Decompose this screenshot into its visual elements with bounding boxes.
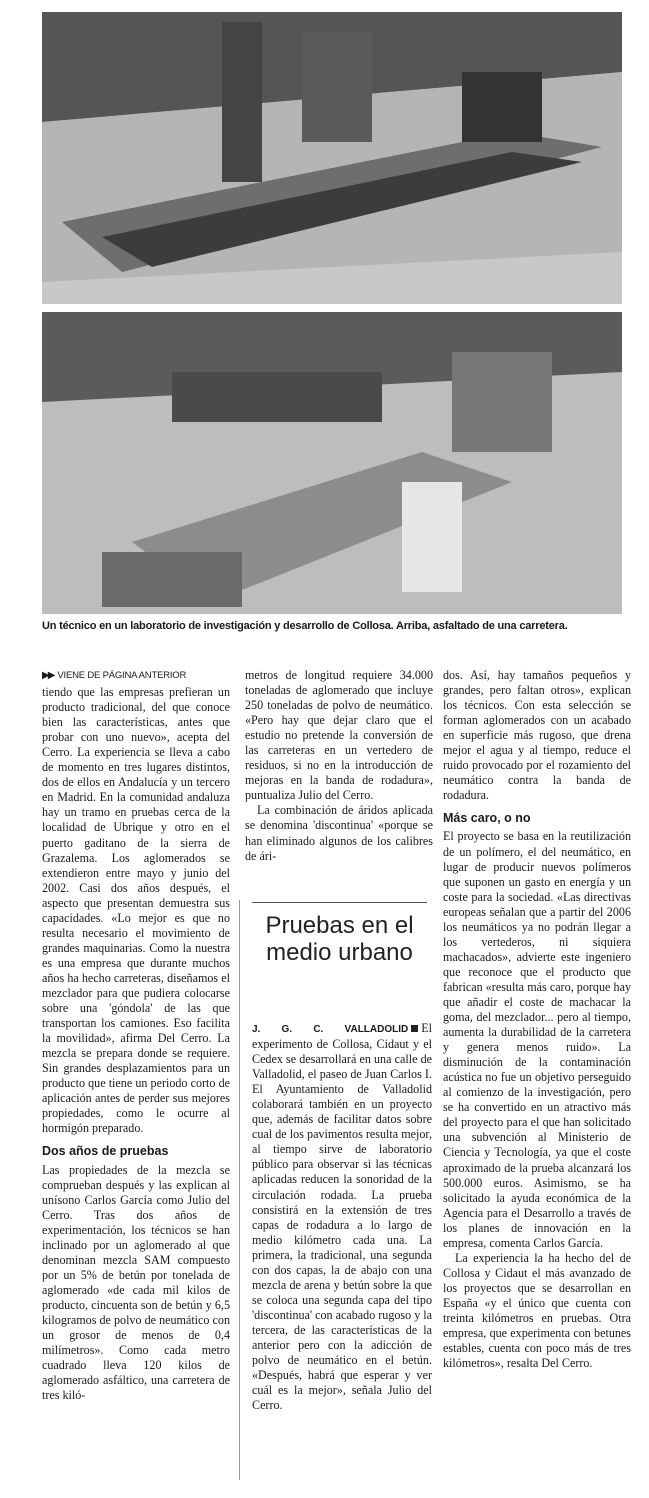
sidebar-body [252, 1021, 432, 1413]
paragraph: tiendo que las empresas prefieran un producto tradicional, del que conoce bien las características, antes que probar con uno nuevo», acepta del Cerro. La experiencia se lleva a cabo de momento en tres lugares distintos, dos de ellos en Andalucía y un tercero en Madrid. En la comunidad andaluza hay un tramo en pruebas cerca de la localidad de Ubrique y otro en el puerto gaditano de la sierra de Grazalema. Los aglomerados se extendieron entre mayo y junio del 2002. Casi dos años después, el aspecto que presentan demuestra sus capacidades. «Lo mejor es que no resulta necesario el movimiento de grandes maquinarias. Como la nuestra es una empresa que durante muchos años ha hecho carreteras, diseñamos el mezclador para que pudiera colocarse sobre una 'góndola' de las que transportan los camiones. Eso facilita la movilidad», afirma Del Cerro. La mezcla se prepara donde se requiere. Sin grandes desplazamientos para un producto que tiene un periodo corto de aplicación antes de perder sus mejores propiedades, como le ocurre al hormigón preparado. [42, 685, 230, 1136]
article-column-2 [245, 668, 433, 864]
continued-kicker: ▶▶ VIENE DE PÁGINA ANTERIOR [42, 670, 187, 681]
box-rule [252, 902, 427, 903]
column-divider [239, 900, 240, 1480]
byline: J. G. C. VALLADOLID [252, 1024, 409, 1035]
article-column-3 [443, 668, 631, 1371]
photo-caption: Un técnico en un laboratorio de investigación y desarrollo de Collosa. Arriba, asfaltado de una carretera. [42, 620, 568, 632]
sidebar-text: El experimento de Collosa, Cidaut y el Cedex se desarrollará en una calle de Valladolid, el paseo de Juan Carlos I. El Ayuntamiento de Valladolid colaborará también en un proyecto que, además de facilitar datos sobre cual de los pavimentos resulta mejor, al tiempo sirve de laboratorio público para observar si las técnicas aplicadas reducen la sonoridad de la circulación rodada. La prueba consistirá en la extensión de tres capas de rodadura a lo largo de medio kilómetro cada una. La primera, la tradicional, una segunda con dos capas, la de abajo con una mezcla de arena y betún sobre la que se coloca una segunda capa del tipo 'discontinua' con acabado rugoso y la tercera, de las características de la anterior pero con la adicción de polvo de neumático en el betún. «Después, habrá que esperar y ver cuál es la mejor», señala Julio del Cerro. [252, 1021, 433, 1413]
double-arrow-icon: ▶▶ [42, 670, 54, 681]
subheading: Dos años de pruebas [42, 1144, 169, 1159]
subheading: Más caro, o no [443, 811, 531, 826]
paragraph: metros de longitud requiere 34.000 toneladas de aglomerado que incluye 250 toneladas de polvo de neumático. «Pero hay que dejar claro que el estudio no pretende la conversión de las carreteras en un vertedero de residuos, si no en la introducción de mejoras en la banda de rodadura», puntualiza Julio del Cerro. [245, 668, 433, 803]
paragraph: dos. Así, hay tamaños pequeños y grandes, pero faltan otros», explican los técnicos. Con esta selección se forman aglomerados con un acabado en superficie más rugoso, que drena mejor el agua y al tiempo, reduce el ruido provocado por el rozamiento del neumático contra la banda de rodadura. [443, 668, 631, 803]
photo-road-paving [42, 12, 622, 304]
article-column-1 [42, 668, 230, 1403]
paragraph: La combinación de áridos aplicada se denomina 'discontinua' «porque se han eliminado algunos de los calibres de ári- [245, 803, 433, 863]
square-bullet-icon [411, 1025, 418, 1032]
paragraph: La experiencia la ha hecho del de Collosa y Cidaut el más avanzado de los proyectos que se desarrollan en España «y el único que cuenta con treinta kilómetros en pruebas. Otra empresa, que experimenta con betunes estables, cuenta con poco más de tres kilómetros», resalta Del Cerro. [443, 1250, 631, 1371]
sidebar-title: Pruebas en el medio urbano [265, 912, 414, 966]
paragraph: Las propiedades de la mezcla se comprueban después y las explican al unísono Carlos García como Julio del Cerro. Tras dos años de experimentación, los técnicos se han inclinado por un aglomerado al que denominan mezcla SAM compuesto por un 5% de betún por tonelada de aglomerado «de cada mil kilos de producto, cincuenta son de betún y 6,5 kilogramos de polvo de neumático con un grosor de menos de 0,4 milímetros». Como cada metro cuadrado lleva 120 kilos de aglomerado asfáltico, una carretera de tres kiló- [42, 1162, 230, 1403]
photo-laboratory [42, 312, 622, 614]
paragraph: El proyecto se basa en la reutilización de un polímero, el del neumático, en lugar de producir nuevos polímeros que suponen un gasto en energía y un coste para la sociedad. «Las directivas europeas señalan que a partir del 2006 los neumáticos ya no podrán llegar a los vertederos, ni siquiera machacados», advierte este ingeniero que reconoce que el producto que fabrican «resulta más caro, porque hay que añadir el coste de machacar la goma, del mezclador... pero al tiempo, aumenta la durabilidad de la carretera y genera menos ruido». La disminución de la contaminación acústica no fue un objetivo perseguido al comienzo de la investigación, pero se ha convertido en un atractivo más del proyecto para el que han solicitado una subvención al Ministerio de Ciencia y Tecnología, ya que el coste aproximado de la prueba alcanzará los 500.000 euros. Asimismo, se ha solicitado la ayuda económica de la Agencia para el Desarrollo a través de los planes de innovación en la empresa, comenta Carlos García. [443, 829, 631, 1250]
